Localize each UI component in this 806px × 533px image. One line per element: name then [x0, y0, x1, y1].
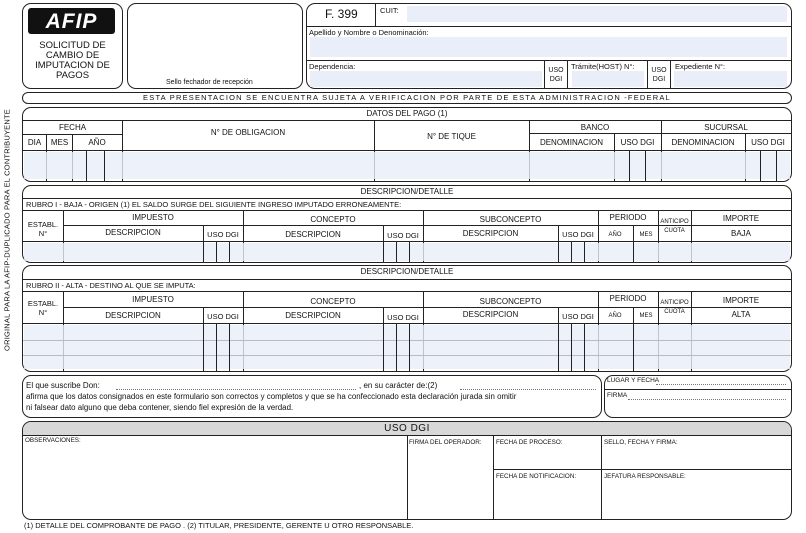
- rubro2-mes: MES: [639, 313, 653, 319]
- declaration-line2: afirma que los datos consignados en este formulario son correctos y completos y que se ha confeccionado esta declaración jurada sin omitir: [26, 392, 517, 401]
- obligacion-header: N° DE OBLIGACION: [210, 128, 286, 137]
- uso-dgi-label: [545, 66, 567, 84]
- rubro2-concepto: CONCEPTO: [310, 297, 356, 306]
- divider: [494, 469, 791, 470]
- divider: [629, 150, 630, 181]
- pago-row-input[interactable]: [24, 152, 790, 179]
- sello-fecha-firma-label: SELLO, FECHA Y FIRMA:: [604, 439, 678, 446]
- sucursal-uso-dgi-header: USO DGI: [751, 138, 785, 147]
- rubro2-sub-uso: USO DGI: [562, 312, 594, 321]
- divider: [375, 4, 376, 26]
- rubro1-sub-desc: DESCRIPCION: [462, 229, 519, 238]
- dependencia-input[interactable]: [310, 71, 542, 87]
- fecha-notificacion-label: FECHA DE NOTIFICACION:: [496, 473, 577, 480]
- rubro2-establ: [23, 299, 63, 317]
- rubro1-con-uso: USO DGI: [387, 231, 419, 240]
- divider: [23, 150, 791, 151]
- divider: [203, 225, 204, 262]
- uso-dgi-text: USO DGI: [651, 67, 667, 83]
- form-title-line: IMPUTACION DE: [35, 60, 110, 71]
- establ-text: ESTABL. N°: [27, 299, 59, 317]
- dependencia-label: Dependencia:: [309, 62, 356, 71]
- divider: [203, 307, 204, 371]
- side-note: [0, 105, 16, 355]
- divider: [558, 307, 559, 371]
- rubro1-mes: MES: [639, 232, 653, 238]
- expediente-input[interactable]: [674, 71, 787, 87]
- divider: [409, 323, 410, 371]
- divider: [86, 150, 87, 181]
- lugar-fecha-label: LUGAR Y FECHA: [607, 377, 660, 384]
- divider: [23, 279, 791, 280]
- cuit-label: CUIT:: [380, 6, 399, 15]
- divider: [529, 133, 791, 134]
- divider: [493, 435, 494, 519]
- divider: [633, 307, 634, 371]
- divider: [396, 241, 397, 262]
- form-number: F. 399: [325, 7, 358, 21]
- rubro1-importe-baja: BAJA: [730, 229, 751, 238]
- divider: [229, 241, 230, 262]
- rubro1-imp-uso: USO DGI: [207, 230, 239, 239]
- rubro2-periodo: PERIODO: [609, 294, 647, 303]
- declaration-line3: ni falsear dato alguno que deba contener, siendo fiel expresión de la verdad.: [26, 403, 294, 412]
- notice-text: ESTA PRESENTACION SE ENCUENTRA SUJETA A VERIFICACION POR PARTE DE ESTA ADMINISTRACION -FEDERAL: [143, 93, 671, 102]
- rubro1-sub-uso: USO DGI: [562, 230, 594, 239]
- divider: [23, 291, 791, 292]
- divider: [63, 225, 791, 226]
- sello-label: Sello fechador de recepción: [166, 79, 253, 86]
- rubro2-imp-uso: USO DGI: [207, 312, 239, 321]
- establ-text: ESTABL. N°: [27, 220, 59, 238]
- divider: [104, 150, 105, 181]
- rubro1-title: RUBRO I - BAJA - ORIGEN (1) EL SALDO SURGE DEL SIGUIENTE INGRESO IMPUTADO ERRONEAMENTE:: [26, 200, 402, 209]
- divider: [396, 323, 397, 371]
- anticipo-text: ANTICIPO CUOTA: [660, 219, 689, 234]
- side-note-text: ORIGINAL PARA LA AFIP-DUPLICADO PARA EL CONTRIBUYENTE: [2, 109, 12, 351]
- divider: [383, 225, 384, 262]
- anio-header: AÑO: [88, 138, 106, 147]
- divider: [407, 435, 408, 519]
- rubro2-importe-alta: ALTA: [731, 310, 751, 319]
- fecha-header: FECHA: [58, 123, 87, 132]
- rubro1-establ: [23, 220, 63, 238]
- rubro2-imp-desc: DESCRIPCION: [105, 311, 161, 320]
- banco-header: BANCO: [580, 123, 610, 132]
- divider: [63, 307, 791, 308]
- rubro1-importe: IMPORTE: [722, 214, 760, 223]
- divider: [216, 323, 217, 371]
- rubro1-con-desc: DESCRIPCION: [285, 230, 341, 239]
- tramite-input[interactable]: [572, 71, 644, 87]
- suscribe-name-input[interactable]: [116, 380, 356, 390]
- form-title-line: PAGOS: [55, 70, 90, 81]
- rubro2-section-title: DESCRIPCION/DETALLE: [360, 267, 454, 276]
- divider: [605, 389, 791, 390]
- divider: [23, 120, 791, 121]
- rubro2-title: RUBRO II - ALTA - DESTINO AL QUE SE IMPUTA:: [26, 281, 196, 290]
- uso-dgi-label-2: [648, 66, 670, 84]
- divider: [567, 61, 568, 88]
- firma-input[interactable]: [628, 391, 786, 400]
- rubro2-rows-input[interactable]: [24, 325, 790, 369]
- rubro1-periodo: PERIODO: [609, 213, 647, 222]
- tramite-label: Trámite(HOST) N°:: [571, 62, 635, 71]
- mes-header: MES: [50, 138, 69, 147]
- tique-header: N° DE TIQUE: [427, 132, 476, 141]
- rubro1-concepto: CONCEPTO: [310, 215, 356, 224]
- lugar-fecha-input[interactable]: [656, 376, 786, 385]
- divider: [584, 323, 585, 371]
- rubro2-impuesto: IMPUESTO: [132, 295, 174, 304]
- divider: [216, 241, 217, 262]
- divider: [409, 241, 410, 262]
- rubro1-impuesto: IMPUESTO: [132, 213, 174, 222]
- rubro2-sub-desc: DESCRIPCION: [462, 310, 519, 319]
- divider: [23, 198, 791, 199]
- cuit-input[interactable]: [407, 6, 787, 22]
- caracter-input[interactable]: [460, 380, 596, 390]
- afip-logo-text: AFIP: [45, 10, 98, 33]
- firma-operador-label: FIRMA DEL OPERADOR:: [409, 439, 482, 446]
- declaration-line1b: , en su carácter de:(2): [359, 381, 438, 390]
- divider: [229, 323, 230, 371]
- divider: [776, 150, 777, 181]
- footnote: (1) DETALLE DEL COMPROBANTE DE PAGO . (2) TITULAR, PRESIDENTE, GERENTE U OTRO RESPONSABLE.: [24, 521, 414, 530]
- divider: [571, 323, 572, 371]
- rubro2-anticipo: [658, 299, 691, 317]
- divider: [601, 435, 602, 519]
- form-title-line: CAMBIO DE: [45, 50, 100, 61]
- declaration-line1a: El que suscribe Don:: [26, 381, 100, 390]
- sucursal-denominacion-header: DENOMINACION: [671, 138, 735, 147]
- rubro2-importe: IMPORTE: [722, 296, 760, 305]
- rubro2-con-uso: USO DGI: [387, 313, 419, 322]
- apellido-label: Apellido y Nombre o Denominación:: [309, 28, 429, 37]
- anticipo-text: ANTICIPO CUOTA: [660, 300, 689, 315]
- rubro1-section-title: DESCRIPCION/DETALLE: [360, 187, 454, 196]
- divider: [571, 241, 572, 262]
- divider: [670, 61, 671, 88]
- firma-label: FIRMA: [607, 392, 628, 399]
- rubro1-row-input[interactable]: [24, 243, 790, 261]
- divider: [23, 340, 791, 341]
- divider: [383, 307, 384, 371]
- divider: [23, 323, 791, 324]
- sucursal-header: SUCURSAL: [704, 123, 748, 132]
- form-title-line: SOLICITUD DE: [39, 40, 106, 51]
- apellido-input[interactable]: [310, 37, 787, 57]
- banco-uso-dgi-header: USO DGI: [620, 138, 655, 147]
- rubro1-imp-desc: DESCRIPCION: [105, 228, 161, 237]
- uso-dgi-title: USO DGI: [384, 423, 430, 434]
- rubro2-anio: AÑO: [608, 313, 622, 319]
- rubro1-anticipo: [658, 218, 691, 236]
- divider: [760, 150, 761, 181]
- divider: [645, 150, 646, 181]
- divider: [584, 241, 585, 262]
- dia-header: DIA: [27, 138, 42, 147]
- observaciones-label: OBSERVACIONES:: [25, 437, 81, 444]
- divider: [633, 225, 634, 262]
- rubro2-con-desc: DESCRIPCION: [285, 311, 341, 320]
- divider: [558, 225, 559, 262]
- datos-pago-title: DATOS DEL PAGO (1): [366, 109, 448, 118]
- fecha-proceso-label: FECHA DE PROCESO:: [496, 439, 563, 446]
- divider: [23, 241, 791, 242]
- sello-box: [127, 3, 303, 89]
- rubro1-anio: AÑO: [608, 232, 622, 238]
- rubro2-subconcepto: SUBCONCEPTO: [479, 297, 542, 306]
- uso-dgi-text: USO DGI: [548, 67, 564, 83]
- banco-denominacion-header: DENOMINACION: [539, 138, 604, 147]
- rubro1-subconcepto: SUBCONCEPTO: [479, 215, 542, 224]
- form-title: [24, 41, 121, 81]
- divider: [23, 355, 791, 356]
- expediente-label: Expediente N°:: [675, 62, 726, 71]
- divider: [307, 26, 791, 27]
- divider: [307, 60, 791, 61]
- divider: [23, 210, 791, 211]
- jefatura-label: JEFATURA RESPONSABLE:: [604, 473, 686, 480]
